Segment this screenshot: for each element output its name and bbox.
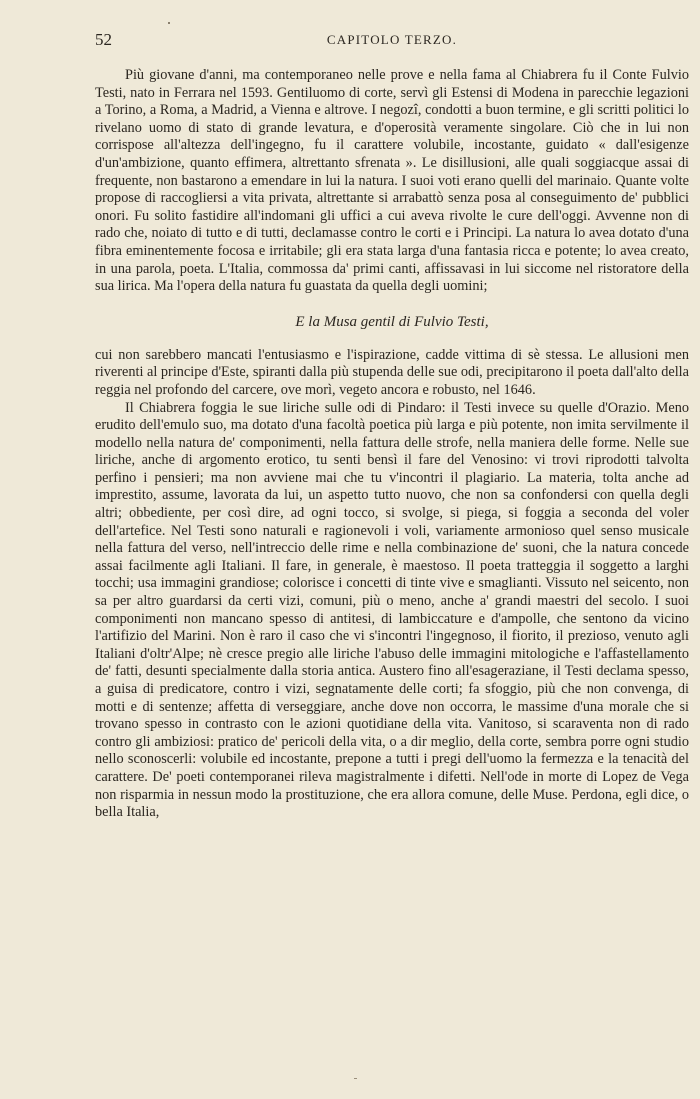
page-header <box>95 30 689 52</box>
verse-quotation: E la Musa gentil di Fulvio Testi, <box>295 313 489 330</box>
page-number: 52 <box>95 30 112 49</box>
paragraph-2: cui non sarebbero mancati l'entusiasmo e l'ispirazione, cadde vittima di sè stessa. Le allusioni men riverenti al principe d'Este, spiranti dalla più stupenda delle sue odi, precipitarono il poeta dall'alto della reggia nel profondo del carcere, ove morì, vegeto ancora e robusto, nel 1646. <box>95 346 689 398</box>
running-head: CAPITOLO TERZO. <box>326 32 458 47</box>
footer-mark <box>354 1078 357 1079</box>
book-page <box>95 30 689 822</box>
print-speck <box>168 22 170 24</box>
paragraph-1: Più giovane d'anni, ma contemporaneo nelle prove e nella fama al Chiabrera fu il Conte Fulvio Testi, nato in Ferrara nel 1593. Gentiluomo di corte, servì gli Estensi di Modena in parecchie legazioni a Torino, a Roma, a Madrid, a Vienna e altrove. I negozî, condotti a buon termine, e gli scritti politici lo rivelano uomo di stato di grande levatura, e d'operosità veramente singolare. Ciò che in lui non corrispose all'altezza dell'ingegno, fu il carattere volubile, incostante, guidato « dall'esigenze d'un'ambizione, quanto effimera, altrettanto sfrenata ». Le disillusioni, alle quali soggiacque assai di frequente, non bastarono a emendare in lui la natura. I suoi voti erano quelli del marinaio. Quante volte propose di raccogliersi a vita privata, altrettante si arrabattò senza posa al conseguimento de' pubblici onori. Fu solito fastidire all'indomani gli uffici a cui aveva rivolte le cure dell'oggi. Avvenne non di rado che, noiato di tutto e di tutti, declamasse contro le corti e i Principi. La natura lo avea dotato d'una fibra eminentemente focosa e irritabile; gli era stata larga d'una fantasia ricca e potente; lo avea creato, in una parola, poeta. L'Italia, commossa da' primi canti, affissavasi in lui siccome nel ristoratore della sua lirica. Ma l'opera della natura fu guastata da quella degli uomini; <box>95 67 689 295</box>
paragraph-3: Il Chiabrera foggia le sue liriche sulle odi di Pindaro: il Testi invece su quelle d'Orazio. Meno erudito dell'emulo suo, ma dotato d'una facoltà poetica più larga e più potente, non imita servilmente il modello nella natura de' componimenti, nella fattura delle strofe, nella maniera delle forme. Nelle sue liriche, anche di argomento erotico, tu senti bensì il fare del Venosino: vi trovi riprodotti talvolta perfino i pensieri; ma non avviene mai che tu v'incontri il plagiario. La materia, tolta anche ad imprestito, assume, lavorata da lui, un aspetto tutto nuovo, che non sa confondersi con quella degli altri; obbediente, per così dire, ad ogni tocco, si svolge, si piega, si foggia a seconda del voler dell'artefice. Nel Testi sono naturali e ragionevoli i voli, variamente armonioso quel senso musicale nella fattura del verso, nell'intreccio delle rime e nella combinazione de' suoni, che la natura concede assai facilmente agli Italiani. Il fare, in generale, è maestoso. Il poeta tratteggia il soggetto a larghi tocchi; usa immagini grandiose; colorisce i concetti di tinte vive e smaglianti. Vissuto nel seicento, non sa per altro guardarsi da certi vizi, comuni, più o meno, anche a' grandi maestri del secolo. I suoi componimenti non mancano spesso di antitesi, di lambiccature e d'ampolle, che sentono da vicino l'artifizio del Marini. Non è raro il caso che vi s'incontri l'ingegnoso, il fiorito, il prezioso, venuto agli Italiani d'oltr'Alpe; nè cresce pregio alle liriche l'abuso delle immagini mitologiche e l'affastellamento de' fatti, desunti specialmente dalla storia antica. Austero fino all'esageraziane, il Testi declama spesso, a guisa di predicatore, contro i vizi, segnatamente delle corti; fa sfoggio, più che non convenga, di motti e di sentenze; affetta di verseggiare, anche dove non occorra, le massime d'una morale che si trovano spesso in contrasto con le azioni quotidiane della vita. Vanitoso, si scaraventa non di rado contro gli ambiziosi: pratico de' pericoli della vita, o a dir meglio, della corte, sembra porre ogni studio nello sconoscerli: volubile ed incostante, prepone a tutti i pregi dell'uomo la fermezza e la tenacità del carattere. De' poeti contemporanei rileva magistralmente i difetti. Nell'ode in morte di Lopez de Vega non risparmia in nessun modo la prostituzione, che era allora comune, delle Muse. Perdona, egli dice, o bella Italia, <box>95 399 689 821</box>
